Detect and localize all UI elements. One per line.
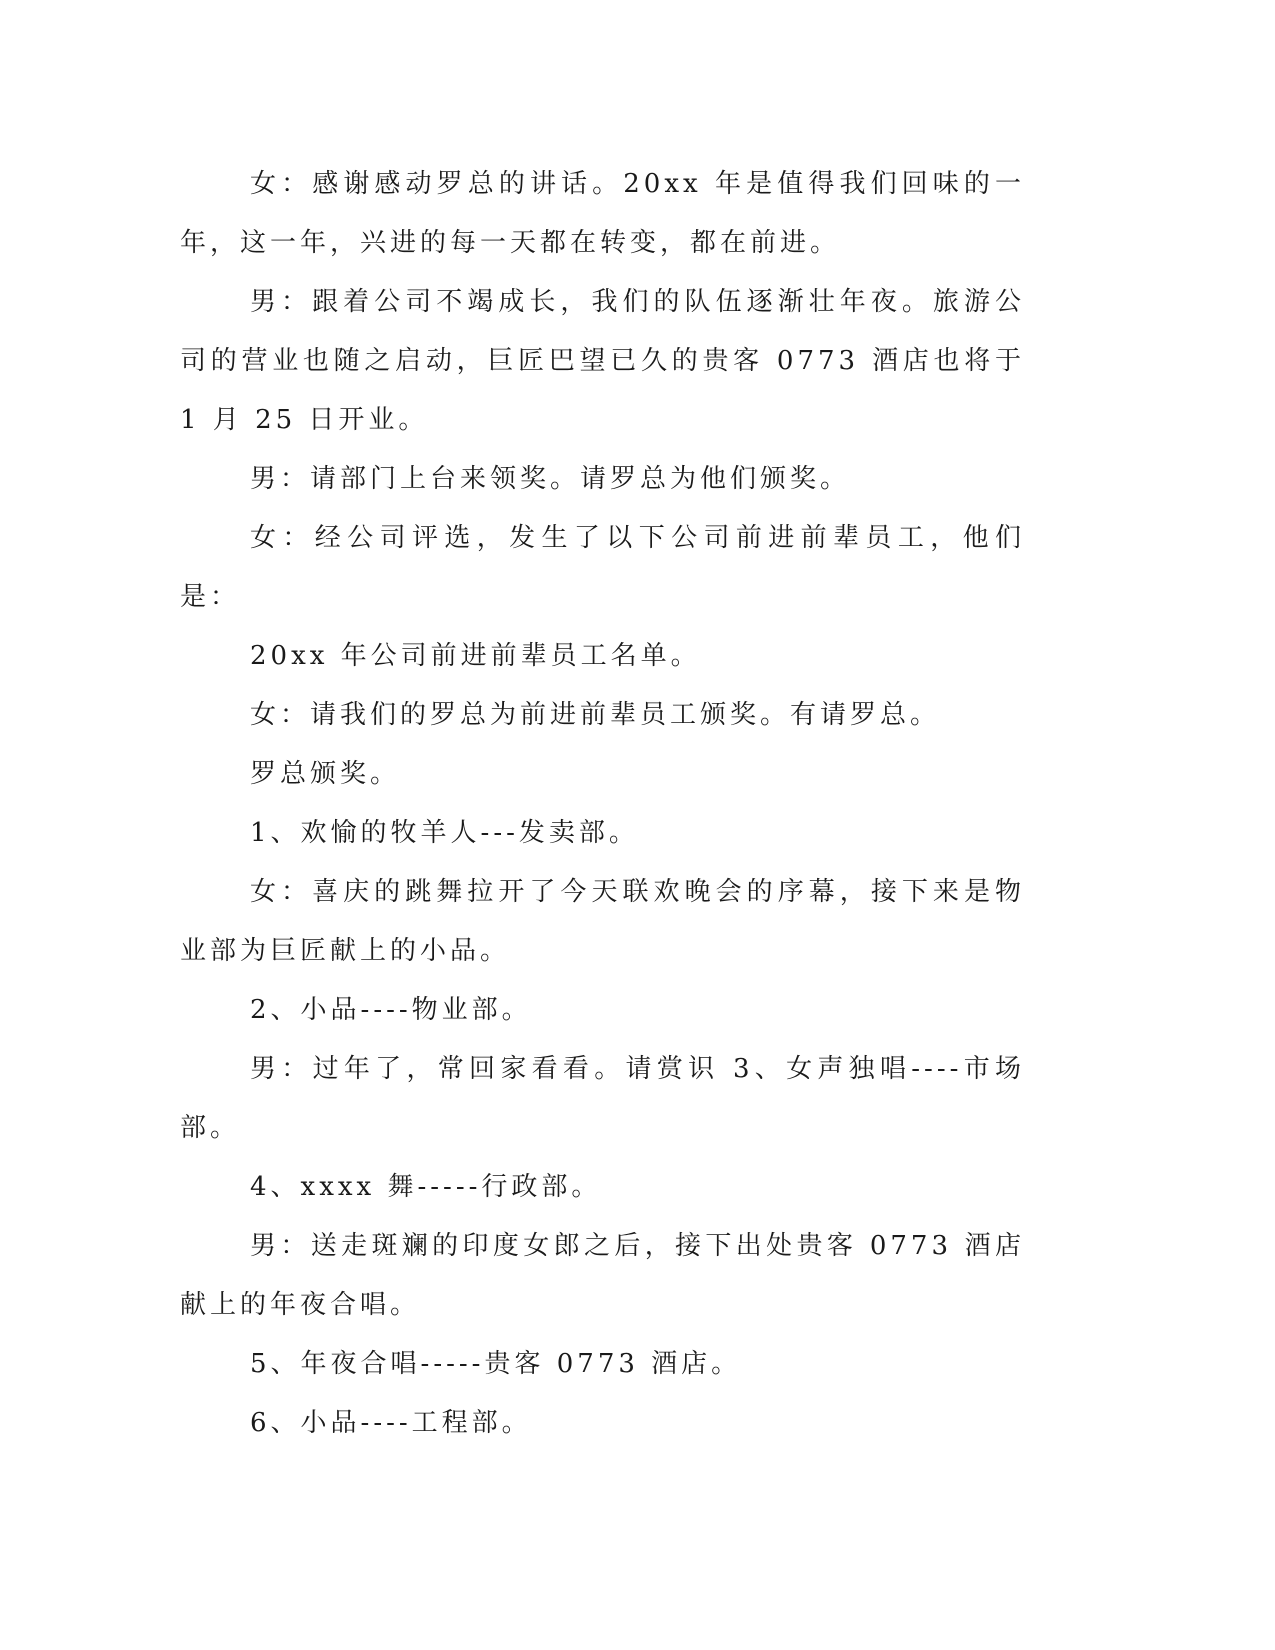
paragraph: 男：送走斑斓的印度女郎之后，接下出处贵客 0773 酒店献上的年夜合唱。 [180,1231,1025,1320]
paragraph: 女：感谢感动罗总的讲话。20xx 年是值得我们回味的一年，这一年，兴进的每一天都在转变，都在前进。 [180,169,1025,258]
paragraph: 2、小品----物业部。 [250,995,532,1025]
paragraph: 男：请部门上台来领奖。请罗总为他们颁奖。 [250,464,851,494]
paragraph: 5、年夜合唱-----贵客 0773 酒店。 [250,1349,742,1379]
paragraph: 1、欢愉的牧羊人---发卖部。 [250,818,639,848]
paragraph: 20xx 年公司前进前辈员工名单。 [250,641,701,671]
paragraph: 4、xxxx 舞-----行政部。 [250,1172,602,1202]
paragraph: 男：跟着公司不竭成长，我们的队伍逐渐壮年夜。旅游公司的营业也随之启动，巨匠巴望已久的贵客 0773 酒店也将于 1 月 25 日开业。 [180,287,1025,435]
paragraph: 6、小品----工程部。 [250,1408,532,1438]
paragraph: 女：请我们的罗总为前进前辈员工颁奖。有请罗总。 [250,700,941,730]
paragraph: 罗总颁奖。 [250,759,401,789]
paragraph: 女：经公司评选，发生了以下公司前进前辈员工，他们是： [180,523,1025,612]
paragraph: 男：过年了，常回家看看。请赏识 3、女声独唱----市场部。 [180,1054,1025,1143]
document-body [180,155,1025,1453]
paragraph: 女：喜庆的跳舞拉开了今天联欢晚会的序幕，接下来是物业部为巨匠献上的小品。 [180,877,1025,966]
